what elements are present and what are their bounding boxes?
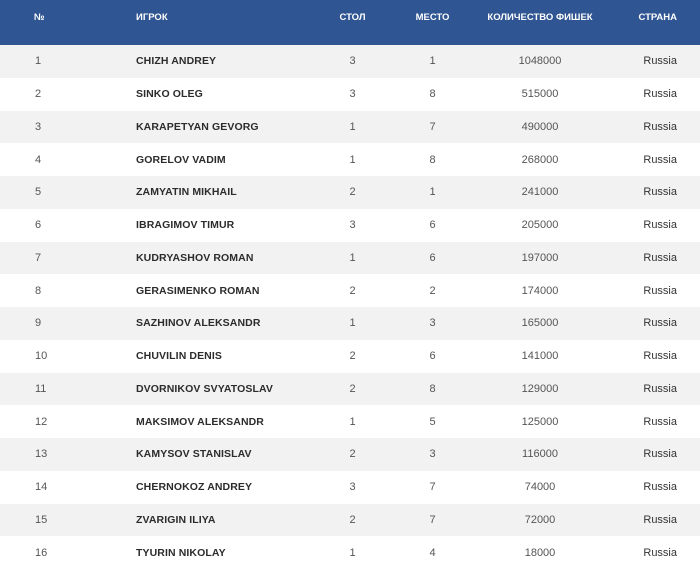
table-row: [0, 536, 700, 569]
row-chips: 241000: [521, 186, 559, 199]
row-table: 3: [349, 88, 356, 101]
row-num: 12: [35, 415, 48, 428]
header-num[interactable]: №: [34, 12, 45, 23]
row-chips: 205000: [521, 219, 559, 232]
table-row: [0, 176, 700, 209]
row-chips: 74000: [524, 481, 556, 494]
row-country: Russia: [643, 448, 677, 461]
row-seat: 8: [429, 88, 436, 101]
row-num: 15: [35, 513, 48, 526]
row-num: 1: [35, 55, 42, 68]
row-player: KARAPETYAN GEVORG: [136, 120, 259, 133]
row-num: 6: [35, 219, 42, 232]
row-country: Russia: [643, 513, 677, 526]
row-chips: 197000: [521, 251, 559, 264]
table-row: [0, 78, 700, 111]
row-country: Russia: [643, 284, 677, 297]
row-table: 1: [349, 317, 356, 330]
table-row: [0, 373, 700, 406]
row-player: SAZHINOV ALEKSANDR: [136, 317, 261, 330]
row-chips: 72000: [524, 513, 556, 526]
row-seat: 1: [429, 55, 436, 68]
row-chips: 125000: [521, 415, 559, 428]
row-table: 1: [349, 415, 356, 428]
table-row: [0, 307, 700, 340]
row-table: 3: [349, 219, 356, 232]
row-num: 14: [35, 481, 48, 494]
table-row: [0, 143, 700, 176]
table-row: [0, 274, 700, 307]
table-row: [0, 111, 700, 144]
row-chips: 129000: [521, 382, 559, 395]
table-row: [0, 504, 700, 537]
row-num: 9: [35, 317, 42, 330]
row-player: SINKO OLEG: [136, 88, 203, 101]
row-table: 3: [349, 55, 356, 68]
row-country: Russia: [643, 219, 677, 232]
row-chips: 165000: [521, 317, 559, 330]
row-country: Russia: [643, 546, 677, 559]
row-country: Russia: [643, 382, 677, 395]
table-header: [0, 0, 700, 45]
row-table: 1: [349, 251, 356, 264]
row-chips: 141000: [521, 350, 559, 363]
row-seat: 2: [429, 284, 436, 297]
row-country: Russia: [643, 55, 677, 68]
row-num: 3: [35, 120, 42, 133]
row-chips: 268000: [521, 153, 559, 166]
row-player: CHIZH ANDREY: [136, 55, 217, 68]
row-table: 3: [349, 481, 356, 494]
row-seat: 6: [429, 219, 436, 232]
row-player: ZAMYATIN MIKHAIL: [136, 186, 237, 199]
row-seat: 3: [429, 317, 436, 330]
row-chips: 490000: [521, 120, 559, 133]
row-table: 2: [349, 350, 356, 363]
row-table: 2: [349, 186, 356, 199]
table-row: [0, 405, 700, 438]
row-table: 1: [349, 546, 356, 559]
row-country: Russia: [643, 350, 677, 363]
row-num: 11: [35, 382, 47, 395]
row-player: MAKSIMOV ALEKSANDR: [136, 415, 264, 428]
row-player: KAMYSOV STANISLAV: [136, 448, 252, 461]
row-table: 1: [349, 153, 356, 166]
header-player[interactable]: ИГРОК: [136, 12, 168, 23]
table-row: [0, 45, 700, 78]
row-table: 2: [349, 382, 356, 395]
row-seat: 3: [429, 448, 436, 461]
row-country: Russia: [643, 251, 677, 264]
row-country: Russia: [643, 88, 677, 101]
row-player: CHUVILIN DENIS: [136, 350, 222, 363]
table-row: [0, 340, 700, 373]
row-country: Russia: [643, 481, 677, 494]
row-num: 5: [35, 186, 42, 199]
row-country: Russia: [643, 415, 677, 428]
row-num: 4: [35, 153, 42, 166]
row-player: CHERNOKOZ ANDREY: [136, 481, 253, 494]
row-table: 2: [349, 284, 356, 297]
row-country: Russia: [643, 186, 677, 199]
header-row: [0, 0, 700, 45]
row-chips: 116000: [522, 448, 558, 461]
row-chips: 1048000: [518, 55, 562, 68]
row-num: 16: [35, 546, 48, 559]
row-country: Russia: [643, 153, 677, 166]
row-player: GORELOV VADIM: [136, 153, 226, 166]
row-table: 1: [349, 120, 356, 133]
header-chips[interactable]: КОЛИЧЕСТВО ФИШЕК: [487, 12, 593, 23]
row-seat: 6: [429, 350, 436, 363]
row-country: Russia: [643, 317, 677, 330]
row-num: 2: [35, 88, 42, 101]
row-seat: 5: [429, 415, 436, 428]
row-player: DVORNIKOV SVYATOSLAV: [136, 382, 273, 395]
row-table: 2: [349, 448, 356, 461]
row-num: 10: [35, 350, 48, 363]
row-player: KUDRYASHOV ROMAN: [136, 251, 254, 264]
row-player: TYURIN NIKOLAY: [136, 546, 226, 559]
table-row: [0, 471, 700, 504]
table-row: [0, 209, 700, 242]
header-table[interactable]: СТОЛ: [339, 12, 366, 23]
row-seat: 8: [429, 153, 436, 166]
row-num: 13: [35, 448, 48, 461]
row-player: IBRAGIMOV TIMUR: [136, 219, 235, 232]
row-seat: 1: [429, 186, 436, 199]
row-country: Russia: [643, 120, 677, 133]
table-row: [0, 438, 700, 471]
row-seat: 7: [429, 513, 436, 526]
row-seat: 8: [429, 382, 436, 395]
table-row: [0, 242, 700, 275]
row-seat: 7: [429, 481, 436, 494]
header-country[interactable]: СТРАНА: [638, 12, 677, 23]
row-num: 8: [35, 284, 42, 297]
row-seat: 6: [429, 251, 436, 264]
row-num: 7: [35, 251, 42, 264]
row-seat: 7: [429, 120, 436, 133]
row-chips: 174000: [521, 284, 559, 297]
header-seat[interactable]: МЕСТО: [415, 12, 450, 23]
row-player: GERASIMENKO ROMAN: [136, 284, 260, 297]
table-body: [0, 45, 700, 569]
row-chips: 515000: [521, 88, 559, 101]
row-chips: 18000: [524, 546, 556, 559]
row-seat: 4: [429, 546, 436, 559]
row-table: 2: [349, 513, 356, 526]
row-player: ZVARIGIN ILIYA: [136, 513, 216, 526]
